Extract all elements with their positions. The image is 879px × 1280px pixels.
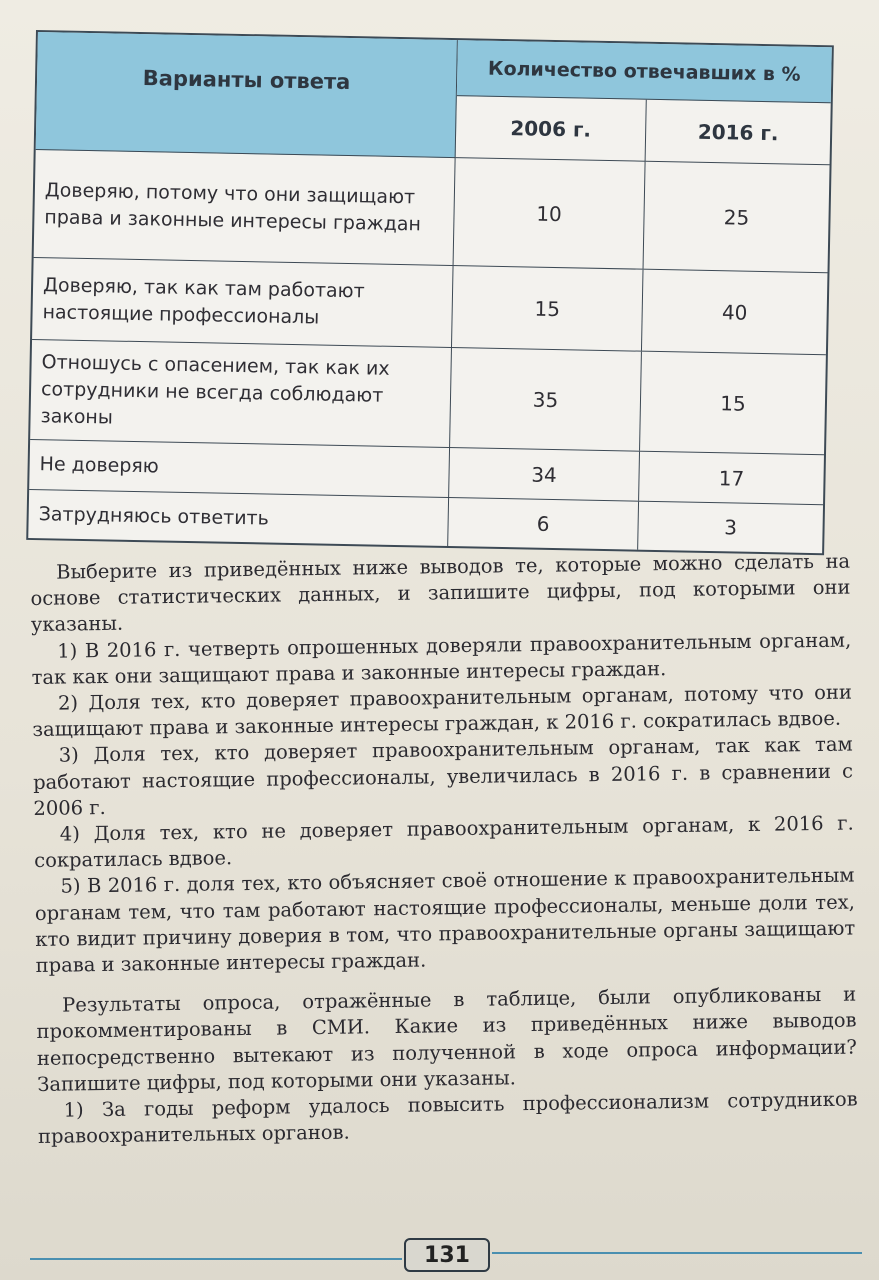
row-label: Доверяю, так как там работают настоящие профессионалы	[32, 258, 453, 347]
header-year-2006: 2006 г.	[456, 96, 647, 162]
value-2016: 40	[721, 299, 748, 325]
row-label: Отношусь с опасением, так как их сотрудники не всегда соблюдают законы	[30, 340, 452, 447]
task-instruction: Выберите из приведённых ниже выводов те, которые можно сделать на основе статистических данных, и запишите цифры, под которыми они указаны.	[30, 549, 851, 637]
conclusion-item: 1) За годы реформ удалось повысить профессионализм сотрудников правоохранительных органов.	[37, 1087, 858, 1149]
value-2016: 15	[720, 390, 746, 416]
table-row	[30, 340, 826, 455]
task-text	[30, 549, 858, 1151]
value-2006: 34	[449, 448, 640, 501]
value-2006: 6	[448, 498, 639, 550]
header-respondents-percent: Количество отвечавших в %	[457, 40, 832, 103]
conclusion-item: 4) Доля тех, кто не доверяет правоохранительным органам, к 2016 г. сократилась вдвое.	[34, 811, 854, 873]
table-row	[32, 258, 827, 355]
footer-rule-left	[30, 1258, 402, 1260]
conclusion-item: 2) Доля тех, кто доверяет правоохранительным органам, потому что они защищают права и законные интересы граждан, к 2016 г. сократилась вдвое.	[32, 680, 853, 742]
row-label: Затрудняюсь ответить	[28, 490, 449, 546]
header-variants: Варианты ответа	[36, 32, 458, 158]
value-2016: 17	[718, 465, 745, 491]
conclusion-item: 1) В 2016 г. четверть опрошенных доверяли правоохранительным органам, так как они защищают права и законные интересы граждан.	[31, 628, 852, 689]
conclusion-item: 5) В 2016 г. доля тех, кто объясняет своё отношение к правоохранительным органам тем, что там работают настоящие профессионалы, меньше доли тех, кто видит причину доверия в том, что правоохранительные органы защищают права и законные интересы граждан.	[34, 863, 856, 978]
value-2016: 25	[723, 204, 750, 230]
conclusion-item: 3) Доля тех, кто доверяет правоохранительным органам, так как там работают настоящие профессионалы, увеличилась в 2016 г. в сравнении с 2006 г.	[32, 732, 854, 820]
row-label: Не доверяю	[29, 440, 450, 497]
survey-table	[26, 30, 834, 555]
value-2006: 35	[450, 348, 642, 451]
table-row	[34, 150, 830, 273]
page-number: 131	[404, 1238, 490, 1272]
header-year-2016: 2016 г.	[646, 100, 831, 166]
value-2006: 10	[454, 158, 646, 269]
footer-rule-right	[492, 1252, 862, 1254]
value-2006: 15	[452, 266, 644, 351]
task-instruction-2: Результаты опроса, отражённые в таблице, были опубликованы и прокомментированы в СМИ. Какие из приведённых ниже выводов непосредственно вытекают из полученной в ходе опроса информации? Запишите цифры, под которыми они указаны.	[36, 982, 858, 1096]
value-2016: 3	[723, 515, 738, 540]
row-label: Доверяю, потому что они защищают права и законные интересы граждан	[34, 150, 456, 265]
